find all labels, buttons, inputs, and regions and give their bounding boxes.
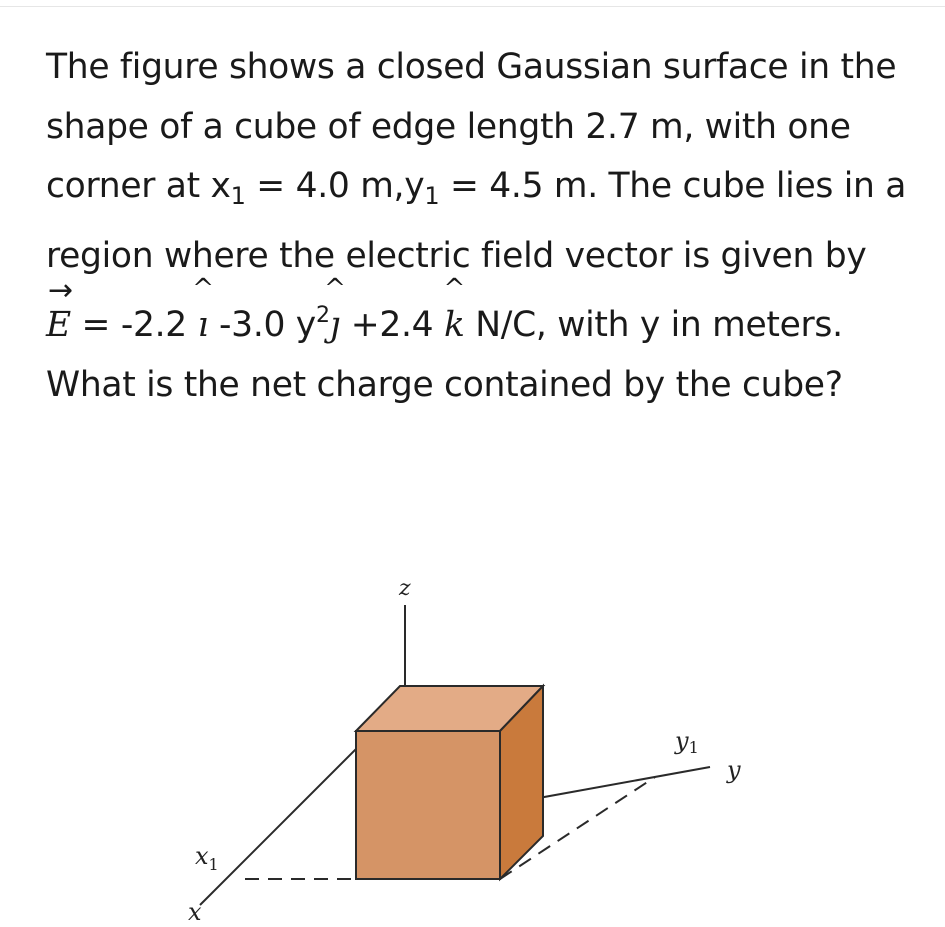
y1-symbol: $y_1$ bbox=[404, 166, 440, 210]
k-hat-symbol: ^ k bbox=[443, 274, 466, 345]
field-term-3: +2.4 bbox=[340, 305, 444, 345]
field-term-2: -3.0 y bbox=[208, 305, 316, 345]
cube-front-face bbox=[356, 731, 500, 879]
y1-value: = 4.5 m. The cube lies in a region where the electric field vector is given by bbox=[46, 166, 907, 276]
x1-label: $x_1$ bbox=[195, 842, 219, 874]
exponent-2: 2 bbox=[315, 303, 330, 328]
x1-symbol: $x_1$ bbox=[210, 166, 246, 210]
vector-arrow-icon: → bbox=[48, 273, 73, 308]
field-term-1: = -2.2 bbox=[70, 305, 198, 345]
question-ending: N/C, with y in meters. What is the net charge contained by the cube? bbox=[46, 305, 843, 405]
z-axis-label: z bbox=[399, 576, 411, 601]
j-hat-symbol: ^ ȷ bbox=[324, 274, 346, 345]
question-intro: The figure shows a closed Gaussian surface in the shape of a cube of edge length 2.7 m, with one corner at bbox=[46, 47, 897, 206]
x1-value: = 4.0 m, bbox=[245, 166, 405, 206]
i-hat-symbol: ^ ı bbox=[192, 274, 214, 345]
field-vector-symbol: → E bbox=[46, 273, 73, 345]
y-axis-label: y bbox=[727, 756, 741, 784]
y1-label: y1 bbox=[675, 727, 699, 757]
x-axis-label: x bbox=[188, 898, 202, 926]
